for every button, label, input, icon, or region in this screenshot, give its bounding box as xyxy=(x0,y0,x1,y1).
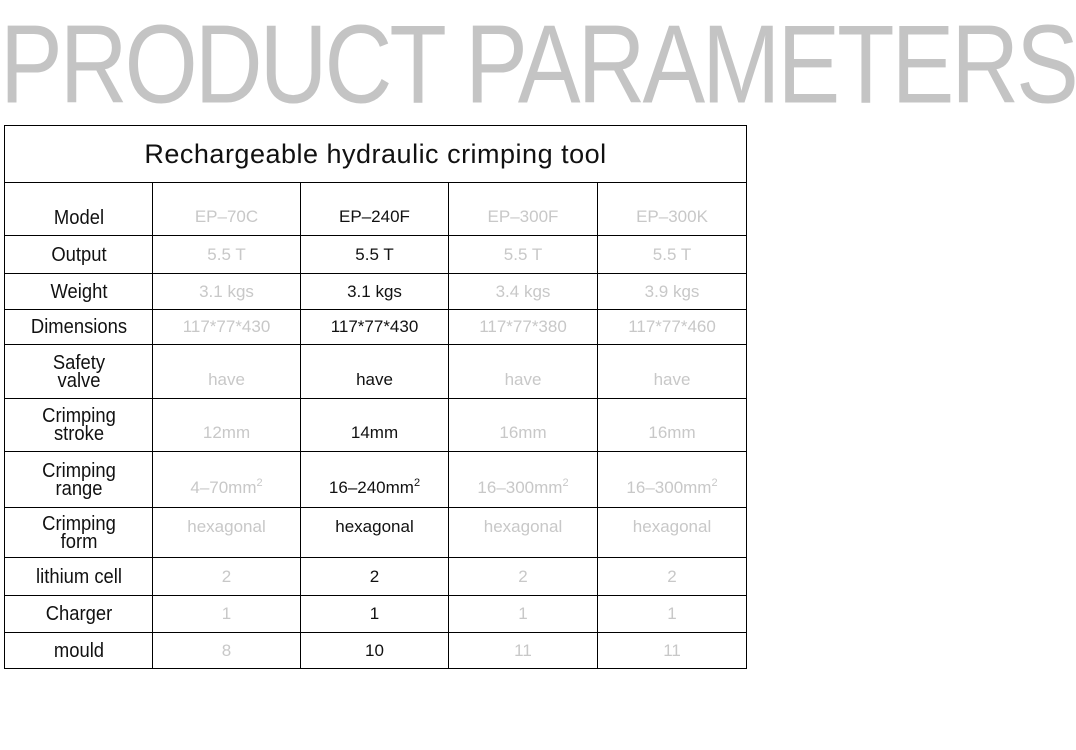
table-title: Rechargeable hydraulic crimping tool xyxy=(5,126,747,183)
table-row xyxy=(5,596,747,633)
cell-value: EP–300K xyxy=(636,207,708,226)
cell xyxy=(153,399,301,452)
cell-value: hexagonal xyxy=(483,516,563,536)
cell: 11 xyxy=(449,633,598,669)
cell: 3.9 kgs xyxy=(598,274,747,310)
cell: 1 xyxy=(598,596,747,633)
table-row xyxy=(5,236,747,274)
cell xyxy=(449,452,598,508)
row-label-line2: form xyxy=(60,530,97,553)
row-label: Charger xyxy=(10,596,146,633)
cell-value: EP–300F xyxy=(487,207,559,226)
unit-superscript: 2 xyxy=(711,477,718,489)
cell xyxy=(598,183,747,236)
cell: 117*77*430 xyxy=(153,310,301,345)
table-row xyxy=(5,345,747,399)
cell: 1 xyxy=(301,596,449,633)
cell-value: hexagonal xyxy=(187,516,266,536)
row-label-line2: range xyxy=(54,477,103,500)
row-label: Dimensions xyxy=(10,310,146,345)
cell xyxy=(301,345,449,399)
cell xyxy=(153,183,301,236)
row-label xyxy=(10,345,146,399)
cell-value xyxy=(329,477,420,498)
table-row xyxy=(5,399,747,452)
cell: 1 xyxy=(153,596,301,633)
cell xyxy=(153,345,301,399)
cell-value: have xyxy=(208,369,245,389)
row-label-text: Model xyxy=(53,207,104,229)
cell-value: have xyxy=(653,369,691,389)
row-label: Weight xyxy=(10,274,146,310)
row-label: Output xyxy=(10,236,146,274)
cell xyxy=(598,345,747,399)
row-label xyxy=(10,508,146,558)
row-label-line1: Crimping xyxy=(41,512,116,535)
cell: 11 xyxy=(598,633,747,669)
cell: 5.5 T xyxy=(153,236,301,274)
cell-value-text: 16–240mm xyxy=(328,478,414,497)
cell: 3.1 kgs xyxy=(153,274,301,310)
cell: 10 xyxy=(301,633,449,669)
table-row xyxy=(5,452,747,508)
row-label-line1: Crimping xyxy=(41,405,116,427)
table-row xyxy=(5,508,747,558)
row-label: mould xyxy=(10,633,146,669)
cell: 2 xyxy=(301,558,449,596)
cell-value: hexagonal xyxy=(632,516,712,536)
cell-value-text: 16–300mm xyxy=(626,478,712,497)
cell xyxy=(449,183,598,236)
cell-value: hexagonal xyxy=(335,516,414,536)
cell: 117*77*380 xyxy=(449,310,598,345)
cell-value-text: 4–70mm xyxy=(190,478,257,497)
row-label xyxy=(10,183,146,236)
cell xyxy=(598,399,747,452)
cell-value xyxy=(477,477,568,498)
cell xyxy=(449,399,598,452)
unit-superscript: 2 xyxy=(413,477,421,489)
cell: 117*77*430 xyxy=(301,310,449,345)
row-label-line1: Crimping xyxy=(41,459,116,482)
table-title-row xyxy=(5,126,747,183)
cell xyxy=(449,345,598,399)
cell xyxy=(153,452,301,508)
row-label-line2: stroke xyxy=(53,423,104,445)
cell: 117*77*460 xyxy=(598,310,747,345)
cell-value: 12mm xyxy=(202,423,251,442)
cell-value: 16mm xyxy=(499,423,547,442)
table-row xyxy=(5,183,747,236)
cell-value xyxy=(190,477,262,498)
row-label xyxy=(10,452,146,508)
cell-value: 16mm xyxy=(648,423,696,442)
row-label-line1: Safety xyxy=(52,351,105,374)
cell xyxy=(598,508,747,558)
cell xyxy=(301,399,449,452)
table-row xyxy=(5,310,747,345)
cell: 3.4 kgs xyxy=(449,274,598,310)
cell-value: have xyxy=(356,369,393,389)
banner-title: PRODUCT PARAMETERS xyxy=(0,2,1076,127)
unit-superscript: 2 xyxy=(256,477,263,489)
cell: 1 xyxy=(449,596,598,633)
spec-table xyxy=(4,125,747,669)
cell: 5.5 T xyxy=(301,236,449,274)
cell-value: have xyxy=(504,369,542,389)
cell-value: EP–240F xyxy=(339,207,410,226)
cell: 8 xyxy=(153,633,301,669)
table-row xyxy=(5,558,747,596)
cell: 3.1 kgs xyxy=(301,274,449,310)
unit-superscript: 2 xyxy=(562,477,569,489)
cell xyxy=(598,452,747,508)
row-label-line2: valve xyxy=(57,369,100,392)
cell-value-text: 16–300mm xyxy=(477,478,563,497)
cell-value xyxy=(626,477,717,498)
cell: 2 xyxy=(598,558,747,596)
table-row xyxy=(5,633,747,669)
cell xyxy=(301,183,449,236)
row-label: lithium cell xyxy=(10,558,146,596)
cell xyxy=(449,508,598,558)
cell xyxy=(301,508,449,558)
cell xyxy=(301,452,449,508)
cell: 2 xyxy=(449,558,598,596)
cell: 5.5 T xyxy=(598,236,747,274)
cell-value: 14mm xyxy=(350,423,399,442)
cell xyxy=(153,508,301,558)
table-row xyxy=(5,274,747,310)
cell: 5.5 T xyxy=(449,236,598,274)
cell-value: EP–70C xyxy=(194,207,259,226)
row-label xyxy=(10,399,146,452)
cell: 2 xyxy=(153,558,301,596)
